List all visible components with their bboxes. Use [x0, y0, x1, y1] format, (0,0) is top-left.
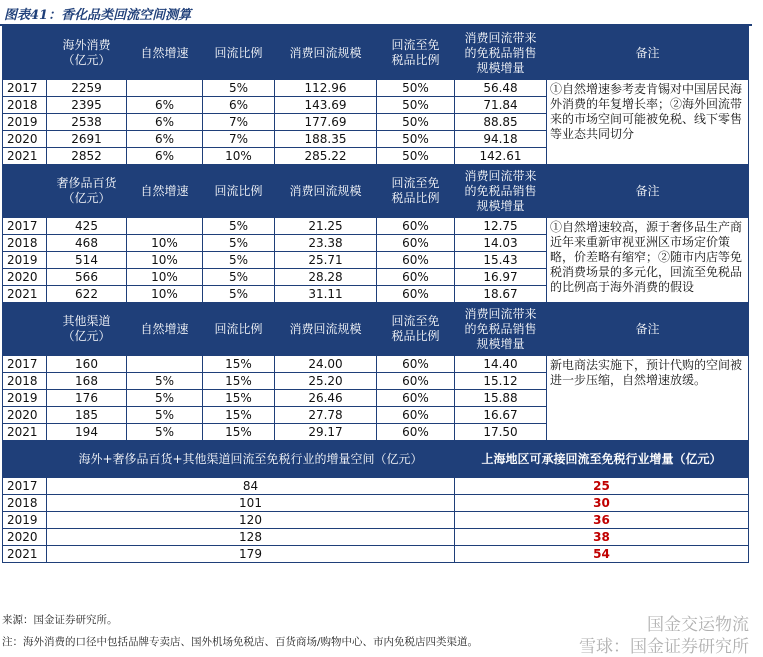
year-cell: 2021 [3, 148, 47, 165]
column-header-text: 回流比例 [214, 45, 263, 60]
value-cell: 185 [47, 407, 127, 424]
value-cell: 27.78 [275, 407, 377, 424]
value-cell: 50% [377, 148, 455, 165]
column-header-text: 回流比例 [214, 321, 263, 336]
value-cell: 168 [47, 373, 127, 390]
value-cell: 5% [127, 390, 203, 407]
value-cell: 60% [377, 424, 455, 441]
value-cell: 60% [377, 218, 455, 235]
year-cell: 2017 [3, 478, 47, 495]
total-increment-cell: 120 [47, 512, 455, 529]
value-cell: 10% [127, 269, 203, 286]
value-cell: 142.61 [455, 148, 547, 165]
value-cell: 2691 [47, 131, 127, 148]
column-header-text: 备注 [635, 45, 660, 60]
year-cell: 2020 [3, 407, 47, 424]
column-header-text: 自然增速 [140, 183, 189, 198]
value-cell: 6% [127, 148, 203, 165]
value-cell: 6% [127, 97, 203, 114]
column-header-text: 消费回流带来 的免税品销售 规模增量 [464, 30, 537, 75]
column-header [127, 27, 203, 80]
value-cell: 15% [203, 407, 275, 424]
value-cell: 24.00 [275, 356, 377, 373]
year-cell: 2020 [3, 269, 47, 286]
value-cell: 7% [203, 114, 275, 131]
value-cell: 16.97 [455, 269, 547, 286]
value-cell: 60% [377, 356, 455, 373]
column-header [47, 165, 127, 218]
value-cell: 160 [47, 356, 127, 373]
value-cell: 50% [377, 114, 455, 131]
value-cell: 71.84 [455, 97, 547, 114]
column-header-text: 自然增速 [140, 321, 189, 336]
value-cell: 177.69 [275, 114, 377, 131]
value-cell: 5% [203, 252, 275, 269]
value-cell: 15.12 [455, 373, 547, 390]
value-cell: 514 [47, 252, 127, 269]
column-header [47, 303, 127, 356]
year-cell: 2019 [3, 512, 47, 529]
value-cell: 88.85 [455, 114, 547, 131]
value-cell: 194 [47, 424, 127, 441]
remark-cell: ①自然增速较高，源于奢侈品生产商近年来重新审视亚洲区市场定价策略，价差略有缩窄；②随市内店等免税消费场景的多元化，回流至免税品的比例高于海外消费的假设 [547, 218, 749, 303]
column-header-text: 自然增速 [140, 45, 189, 60]
shanghai-increment-cell: 36 [455, 512, 749, 529]
totals-right-header: 上海地区可承接回流至免税行业增量（亿元） [455, 441, 749, 478]
value-cell: 17.50 [455, 424, 547, 441]
year-cell: 2020 [3, 131, 47, 148]
year-cell: 2019 [3, 390, 47, 407]
year-cell: 2021 [3, 546, 47, 563]
year-cell: 2020 [3, 529, 47, 546]
column-header [455, 27, 547, 80]
header-row [3, 303, 749, 356]
figure-title: 图表41：香化品类回流空间测算 [4, 8, 192, 23]
totals-header-row [3, 441, 749, 478]
year-cell: 2018 [3, 235, 47, 252]
totals-row [3, 512, 749, 529]
column-header [47, 27, 127, 80]
year-cell: 2017 [3, 356, 47, 373]
value-cell: 14.03 [455, 235, 547, 252]
value-cell: 2395 [47, 97, 127, 114]
value-cell: 26.46 [275, 390, 377, 407]
column-header [127, 303, 203, 356]
table-row [3, 80, 749, 97]
remark-cell: 新电商法实施下，预计代购的空间被进一步压缩，自然增速放缓。 [547, 356, 749, 441]
value-cell: 10% [127, 286, 203, 303]
column-header [377, 165, 455, 218]
shanghai-increment-cell: 25 [455, 478, 749, 495]
remark-cell: ①自然增速参考麦肯锡对中国居民海外消费的年复增长率；②海外回流带来的市场空间可能被免税、线下零售等业态共同切分 [547, 80, 749, 165]
value-cell [127, 80, 203, 97]
value-cell: 60% [377, 390, 455, 407]
value-cell: 60% [377, 407, 455, 424]
column-header [203, 27, 275, 80]
column-header-text: 回流至免 税品比例 [391, 176, 440, 205]
year-cell: 2017 [3, 80, 47, 97]
title-bar [0, 0, 752, 26]
value-cell: 25.20 [275, 373, 377, 390]
value-cell: 60% [377, 235, 455, 252]
total-increment-cell: 128 [47, 529, 455, 546]
value-cell: 5% [203, 286, 275, 303]
column-header-text: 消费回流规模 [289, 45, 362, 60]
totals-row [3, 546, 749, 563]
year-cell: 2018 [3, 373, 47, 390]
value-cell: 23.38 [275, 235, 377, 252]
value-cell: 6% [127, 114, 203, 131]
shanghai-increment-cell: 30 [455, 495, 749, 512]
value-cell: 5% [203, 80, 275, 97]
footnote: 注：海外消费的口径中包括品牌专卖店、国外机场免税店、百货商场/购物中心、市内免税店四类渠道。 [2, 636, 479, 648]
column-header-text: 消费回流带来 的免税品销售 规模增量 [464, 168, 537, 213]
shanghai-increment-cell: 54 [455, 546, 749, 563]
value-cell: 7% [203, 131, 275, 148]
column-header-text: 海外消费 （亿元） [62, 38, 111, 67]
column-header-text: 其他渠道 （亿元） [62, 314, 111, 343]
column-header [275, 27, 377, 80]
value-cell: 50% [377, 131, 455, 148]
column-header-text: 回流至免 税品比例 [391, 314, 440, 343]
totals-left-header [47, 441, 455, 478]
value-cell: 50% [377, 97, 455, 114]
value-cell [127, 218, 203, 235]
totals-row [3, 529, 749, 546]
value-cell: 15% [203, 373, 275, 390]
header-row [3, 165, 749, 218]
source-note: 来源：国金证券研究所。 [2, 614, 118, 626]
value-cell: 25.71 [275, 252, 377, 269]
value-cell: 18.67 [455, 286, 547, 303]
value-cell: 285.22 [275, 148, 377, 165]
column-header-text: 奢侈品百货 （亿元） [56, 176, 117, 205]
column-header-text: 消费回流规模 [289, 183, 362, 198]
value-cell: 10% [127, 252, 203, 269]
value-cell: 6% [203, 97, 275, 114]
value-cell: 29.17 [275, 424, 377, 441]
estimation-table [2, 26, 749, 563]
value-cell: 60% [377, 269, 455, 286]
value-cell: 468 [47, 235, 127, 252]
header-row [3, 27, 749, 80]
column-header [547, 27, 749, 80]
year-cell: 2021 [3, 424, 47, 441]
column-header-text: 消费回流带来 的免税品销售 规模增量 [464, 306, 537, 351]
value-cell: 21.25 [275, 218, 377, 235]
value-cell: 5% [203, 269, 275, 286]
total-increment-cell: 84 [47, 478, 455, 495]
watermark-account: 国金交运物流 [647, 615, 749, 635]
year-cell: 2018 [3, 495, 47, 512]
value-cell: 10% [203, 148, 275, 165]
value-cell: 60% [377, 286, 455, 303]
year-cell: 2019 [3, 252, 47, 269]
value-cell: 60% [377, 373, 455, 390]
total-increment-cell: 179 [47, 546, 455, 563]
value-cell: 50% [377, 80, 455, 97]
totals-left-header-text: 海外+奢侈品百货+其他渠道回流至免税行业的增量空间（亿元） [78, 451, 423, 466]
value-cell: 31.11 [275, 286, 377, 303]
value-cell: 15.43 [455, 252, 547, 269]
value-cell: 143.69 [275, 97, 377, 114]
year-cell: 2021 [3, 286, 47, 303]
column-header [275, 303, 377, 356]
header-corner [3, 165, 47, 218]
value-cell: 622 [47, 286, 127, 303]
value-cell: 6% [127, 131, 203, 148]
table-row [3, 356, 749, 373]
value-cell: 15% [203, 390, 275, 407]
column-header [377, 27, 455, 80]
value-cell: 2852 [47, 148, 127, 165]
value-cell: 5% [127, 407, 203, 424]
value-cell: 5% [127, 373, 203, 390]
value-cell: 10% [127, 235, 203, 252]
header-corner [3, 27, 47, 80]
value-cell: 56.48 [455, 80, 547, 97]
value-cell: 60% [377, 252, 455, 269]
column-header [203, 303, 275, 356]
total-increment-cell: 101 [47, 495, 455, 512]
header-corner [3, 441, 47, 478]
value-cell: 2259 [47, 80, 127, 97]
column-header [377, 303, 455, 356]
column-header [275, 165, 377, 218]
value-cell: 112.96 [275, 80, 377, 97]
value-cell: 94.18 [455, 131, 547, 148]
value-cell [127, 356, 203, 373]
value-cell: 5% [203, 235, 275, 252]
column-header-text: 备注 [635, 183, 660, 198]
watermark-xueqiu: 雪球：国金证券研究所 [579, 637, 749, 657]
column-header [547, 165, 749, 218]
column-header-text: 备注 [635, 321, 660, 336]
value-cell: 14.40 [455, 356, 547, 373]
column-header [455, 303, 547, 356]
column-header [547, 303, 749, 356]
value-cell: 2538 [47, 114, 127, 131]
value-cell: 15% [203, 356, 275, 373]
column-header [203, 165, 275, 218]
column-header-text: 回流比例 [214, 183, 263, 198]
column-header-text: 回流至免 税品比例 [391, 38, 440, 67]
value-cell: 15.88 [455, 390, 547, 407]
value-cell: 566 [47, 269, 127, 286]
value-cell: 28.28 [275, 269, 377, 286]
value-cell: 5% [203, 218, 275, 235]
column-header [127, 165, 203, 218]
value-cell: 5% [127, 424, 203, 441]
year-cell: 2019 [3, 114, 47, 131]
shanghai-increment-cell: 38 [455, 529, 749, 546]
value-cell: 16.67 [455, 407, 547, 424]
totals-row [3, 495, 749, 512]
totals-row [3, 478, 749, 495]
year-cell: 2017 [3, 218, 47, 235]
value-cell: 15% [203, 424, 275, 441]
year-cell: 2018 [3, 97, 47, 114]
table-row [3, 218, 749, 235]
column-header-text: 消费回流规模 [289, 321, 362, 336]
column-header [455, 165, 547, 218]
header-corner [3, 303, 47, 356]
value-cell: 188.35 [275, 131, 377, 148]
value-cell: 176 [47, 390, 127, 407]
value-cell: 425 [47, 218, 127, 235]
value-cell: 12.75 [455, 218, 547, 235]
